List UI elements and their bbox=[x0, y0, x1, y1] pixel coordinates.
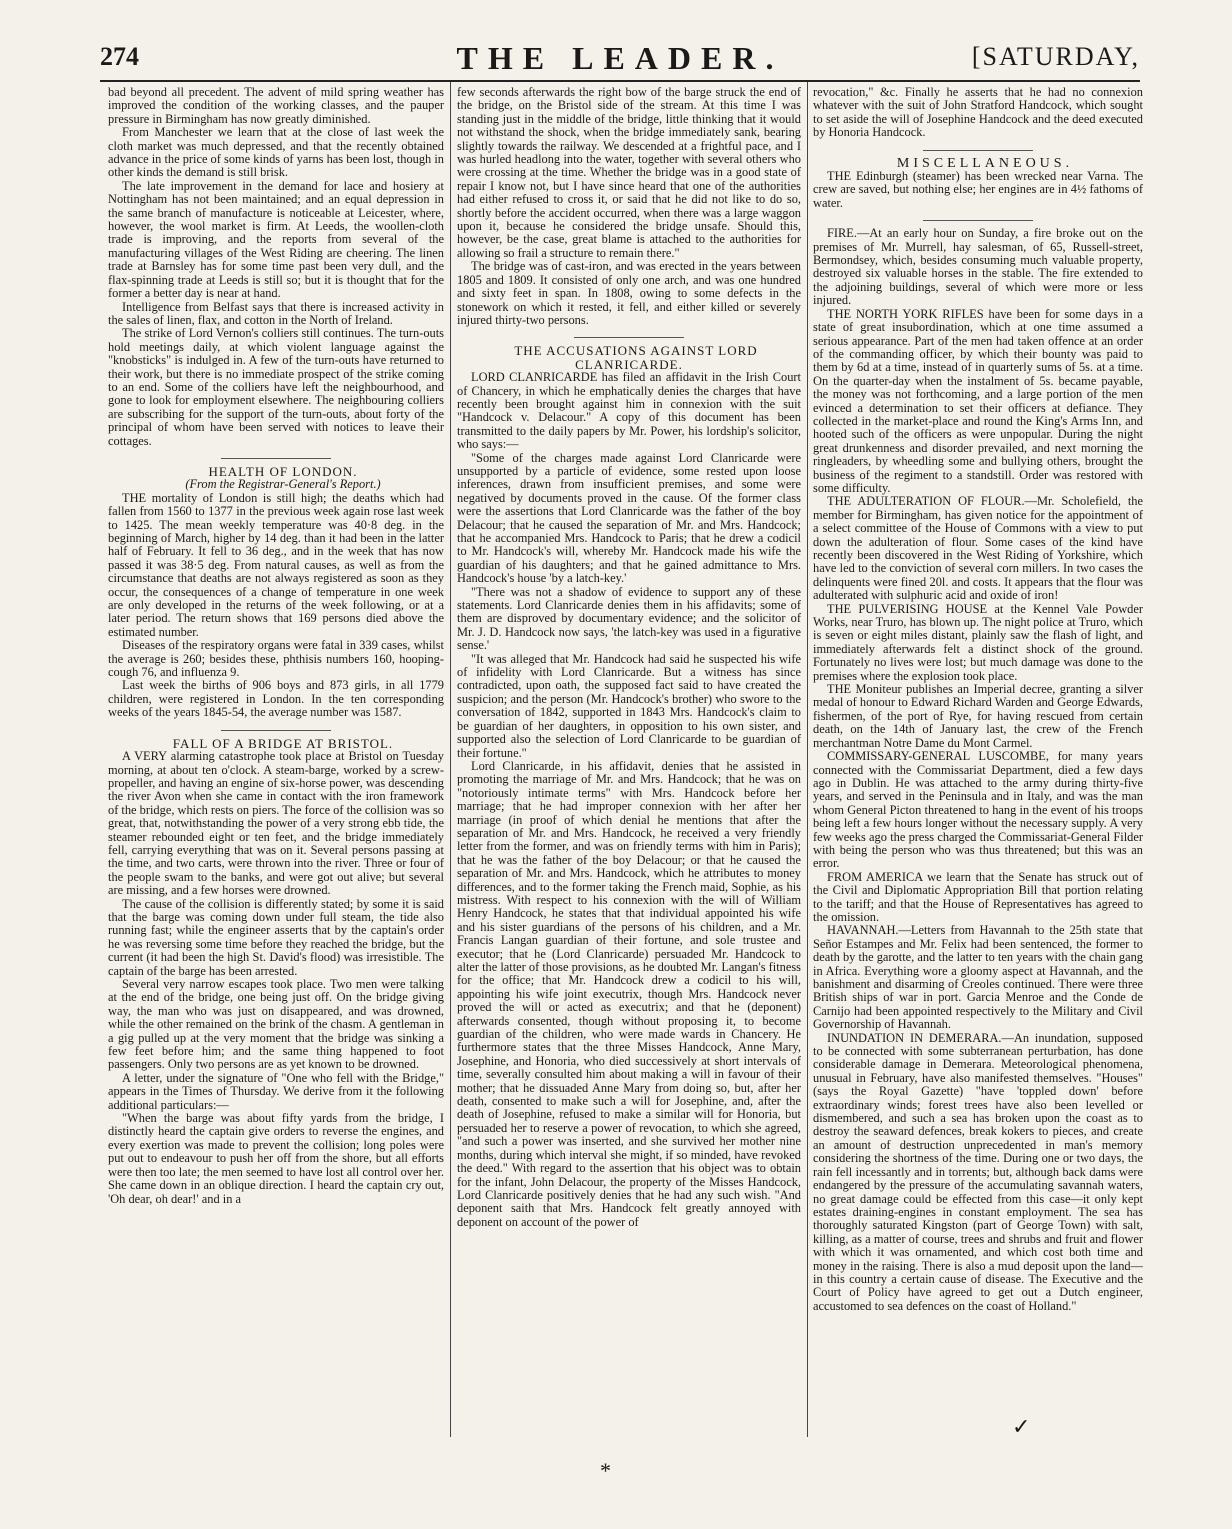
paragraph: THE PULVERISING HOUSE at the Kennel Vale Powder Works, near Truro, has blown up. The night police at Truro, which is seven or eight miles distant, plainly saw the flash of light, and immediately afterwards felt a distinct shock of the ground. Fortunately no lives were lost; but much damage was done to the premises where the explosion took place. bbox=[813, 601, 1143, 683]
column-1 bbox=[108, 86, 444, 1438]
paragraph: HAVANNAH.—Letters from Havannah to the 25th state that Señor Estampes and Mr. Felix had been sentenced, the former to death by the garotte, and the latter to ten years with the chain gang in Africa. Everything wore a gloomy aspect at Havannah, and the banishment and disarming of Creoles continued. There were three British ships of war in port. Garcia Menroe and the Conde de Carnijo had been appointed respectively to the Military and Civil Governorship of Havannah. bbox=[813, 923, 1143, 1032]
paragraph: The strike of Lord Vernon's colliers still continues. The turn-outs hold meetings daily, at which violent language against the "knobsticks" is indulged in. A few of the turn-outs have returned to their work, but there is no immediate prospect of the strike coming to an end. Some of the colliers have left the neighbourhood, and gone to look for employment elsewhere. The neighbouring colliers are subscribing for the support of the turn-outs, about forty of the principal of whom have been served with notices to leave their cottages. bbox=[108, 326, 444, 448]
paragraph: COMMISSARY-GENERAL LUSCOMBE, for many years connected with the Commissariat Department, died a few days ago in Dublin. He was attached to the army during thirty-five years, and served in the Peninsula and in Italy, and was the man whom General Picton threatened to hang in the event of his troops being left a few hours longer without the necessary supply. A very few weeks ago the press charged the Commissariat-General Filder with being the person who was thus threatened; but this was an error. bbox=[813, 749, 1143, 871]
paragraph: The bridge was of cast-iron, and was erected in the years between 1805 and 1809. It consisted of only one arch, and was one hundred and sixty feet in span. In 1808, owing to some defects in the stonework on which it rested, it fell, and either killed or severely injured thirty-two persons. bbox=[457, 259, 801, 327]
paragraph: INUNDATION IN DEMERARA.—An inundation, supposed to be connected with some subterranean perturbation, has done considerable damage in Demerara. Meteorological phenomena, unusual in February, have also manifested themselves. "Houses" (says the Royal Gazette) "have 'toppled down' before extraordinary winds; forest trees have also been levelled or dismembered, and such a sea has broken upon the coast as to destroy the seaward defences, break kokers to pieces, and create an amount of destruction unprecedented in man's memory considering the shortness of the time. During one or two days, the rain fell incessantly and in torrents; but, although back dams were endangered by the pressure of the accumulating savannah waters, no great damage could be effected from this case—it only kept estates draining-engines in constant employment. The sea has thoroughly saturated Kingston (part of George Town) with salt, killing, as a matter of course, trees and shrubs and fruit and flower with which it was ornamented, and which cost both time and money in the raising. There is also a mud deposit upon the land—in this country a certain cause of disease. The Executive and the Court of Policy have agreed to get out a Dutch engineer, accustomed to sea defences on the coast of Holland." bbox=[813, 1030, 1143, 1313]
paragraph: "There was not a shadow of evidence to support any of these statements. Lord Clanricarde denies them in his affidavits; some of them are disproved by documentary evidence; and the solicitor of Mr. J. D. Handcock now says, 'the latch-key was used in a figurative sense.' bbox=[457, 584, 801, 653]
section-heading-miscellaneous: MISCELLANEOUS. bbox=[896, 155, 1074, 171]
column-2 bbox=[457, 86, 801, 1438]
paragraph: Several very narrow escapes took place. Two men were talking at the end of the bridge, one being just off. On the bridge giving way, the man who was just on disappeared, and was drowned, while the other remained on the brink of the chasm. A gentleman in a gig pulled up at the very moment that the bridge was sinking a few feet before him; and the same thing happened to foot passengers. Only two persons are as yet known to be drowned. bbox=[108, 977, 444, 1072]
paragraph: Lord Clanricarde, in his affidavit, denies that he assisted in promoting the marriage of Mr. and Mrs. Handcock; that he was on "notoriously intimate terms" with Mrs. Handcock before her marriage; that he had improper connexion with her after her marriage (in proof of which denial he mentions that after the separation of Mr. and Mrs. Handcock, he received a very friendly letter from the former, and was on friendly terms with him in Paris); that he was the father of the boy Delacour; or that he caused the separation of Mr. and Mrs. Handcock, which he attributes to money differences, and to the former taking the French maid, Sophie, as his mistress. With respect to his connexion with the will of William Henry Handcock, he states that that individual appointed his wife and his sister guardians of the persons of his children, and a Mr. Francis Langan guardian of their fortune, and sole trustee and executor; that he (Lord Clanricarde) persuaded Mr. Handcock to alter the latter of those provisions, as he doubted Mr. Langan's fitness for the office; that Mr. Handcock drew a codicil to his will, appointing his wife joint executrix, though Mrs. Handcock never proved the will or acted as executrix; and that he (deponent) afterwards consented, though without proposing it, to become guardian of the children, who were made wards in Chancery. He furthermore states that the three Misses Handcock, Anne Mary, Josephine, and Honoria, who died successively at short intervals of time, severally consulted him about making a will in favour of their mother; that he dissuaded Anne Mary from doing so, but, after her death, consented to make such a will for Josephine, and, after the death of Josephine, refused to make a similar will for Honoria, but persuaded her to reserve a power of revocation, to which she agreed, "and such a power was inserted, and she survived her mother nine months, during which interval she might, if so minded, have revoked the deed." With regard to the assertion that his object was to obtain for the infant, John Delacour, the property of the Misses Handcock, Lord Clanricarde positively denies that he had any such wish. "And deponent saith that Mrs. Handcock felt greatly annoyed with deponent on account of the power of bbox=[457, 758, 801, 1229]
section-separator bbox=[923, 220, 1033, 221]
paragraph: few seconds afterwards the right bow of the barge struck the end of the bridge, on the Bristol side of the stream. At this time I was standing just in the middle of the bridge, little thinking that it would not withstand the shock, when the bridge immediately sank, bearing slightly towards the railway. We descended at a frightful pace, and I was hurled headlong into the water, together with several others who were crossing at the time. Whether the bridge was in a good state of repair I know not, but I have since heard that one of the authorities had either refused to cross it, or said that he did not like to do so, shortly before the accident occurred, when there was a large waggon upon it, because he considered the bridge unsafe. Should this, however, be the case, great blame is attached to the authorities for allowing so frail a structure to remain there." bbox=[457, 86, 801, 260]
newspaper-title: THE LEADER. bbox=[456, 40, 784, 76]
paragraph: "It was alleged that Mr. Handcock had said he suspected his wife of infidelity with Lord Clanricarde. But a witness has since contradicted, upon oath, the supposed fact said to have created the suspicion; and the person (Mr. Handcock's brother) who swore to the conversation of 1842, supported in 1843 Mrs. Handcock's claim to be guardian of her daughters, in opposition to his own sister, and supported also the selection of Lord Clanricarde to be guardian of their fortune." bbox=[457, 651, 801, 760]
paragraph: The late improvement in the demand for lace and hosiery at Nottingham has not been maintained; and an equal depression in the same branch of manufacture is noticeable at Leicester, where, however, the wool market is firm. At Leeds, the woollen-cloth trade is improving, and the reports from several of the manufacturing villages of the West Riding are cheering. The linen trade at Barnsley has for some time past been very dull, and the flax-spinning trade at Leeds is still so; but it is thought that for the former a better day is near at hand. bbox=[108, 178, 444, 301]
paragraph: A VERY alarming catastrophe took place at Bristol on Tuesday morning, at about ten o'clock. A steam-barge, worked by a screw-propeller, and having an engine of six-horse power, was descending the river Avon when she came in contact with the iron framework of the bridge, which rests on piers. The force of the collision was so great, that, notwithstanding the power of a very strong ebb tide, the steamer rebounded eight or ten feet, and the bridge immediately fell, carrying everything that was on it. Several persons passing at the time, and two carts, were thrown into the river. Three or four of the people swam to the banks, and were got out alive; but several are missing, and a few horses were drowned. bbox=[108, 749, 444, 898]
paragraph: THE Moniteur publishes an Imperial decree, granting a silver medal of honour to Edward Richard Warden and George Edwards, fishermen, of the port of Rye, for having rescued from certain death, on the 14th of January last, the crew of the French merchantman Notre Dame du Mont Carmel. bbox=[813, 682, 1143, 750]
paragraph: Diseases of the respiratory organs were fatal in 339 cases, whilst the average is 260; besides these, phthisis numbers 160, hooping-cough 76, and influenza 9. bbox=[108, 638, 444, 680]
footer-asterisk: * bbox=[600, 1458, 611, 1483]
paragraph: LORD CLANRICARDE has filed an affidavit in the Irish Court of Chancery, in which he emphatically denies the charges that have recently been brought against him in connexion with the suit "Handcock v. Delacour." A copy of this document has been transmitted to the daily papers by Mr. Power, his lordship's solicitor, who says:— bbox=[457, 370, 801, 452]
section-separator bbox=[574, 337, 684, 338]
paragraph: "Some of the charges made against Lord Clanricarde were unsupported by a particle of evidence, some rested upon loose inferences, drawn from insufficient premises, and some were negatived by documents proved in the cause. Of the former class were the assertions that Lord Clanricarde was the father of the boy Delacour; that he caused the separation of Mr. and Mrs. Handcock; that he accompanied Mrs. Handcock to Paris; that he drew a codicil to Mr. Handcock's will, whereby Mr. Handcock made his wife the guardian of his daughters; and that he gained admittance to Mrs. Handcock's house 'by a latch-key.' bbox=[457, 450, 801, 586]
section-separator bbox=[221, 730, 331, 731]
section-heading-health: HEALTH OF LONDON. bbox=[208, 463, 358, 479]
paragraph: FIRE.—At an early hour on Sunday, a fire broke out on the premises of Mr. Murrell, hay salesman, of 65, Russell-street, Bermondsey, which, besides consuming much valuable property, destroyed six valuable horses in the stable. The fire extended to the adjoining buildings, several of which were more or less injured. bbox=[813, 226, 1143, 308]
masthead-rule bbox=[100, 80, 1140, 82]
section-separator bbox=[221, 458, 331, 459]
section-subheading: (From the Registrar-General's Report.) bbox=[185, 477, 381, 492]
paragraph: THE mortality of London is still high; the deaths which had fallen from 1560 to 1377 in the previous week again rose last week to 1425. The mean weekly temperature was 40·8 deg. in the beginning of March, higher by 14 deg. than it had been in the latter half of February. It fell to 36 deg., and in the week that has now passed it was 38·5 deg. From natural causes, as well as from the circumstance that deaths are not always registered as soon as they occur, the consequences of a change of temperature in one week are only developed in the returns of the week following, or at a later period. The return shows that 169 persons died above the estimated number. bbox=[108, 490, 444, 639]
page-number: 274 bbox=[100, 42, 139, 71]
paragraph: Last week the births of 906 boys and 873 girls, in all 1779 children, were registered in London. In the ten corresponding weeks of the years 1845-54, the average number was 1587. bbox=[108, 678, 444, 720]
paragraph: THE NORTH YORK RIFLES have been for some days in a state of great insubordination, which at one time assumed a serious appearance. Part of the men had taken offence at an order of the commanding officer, by which their bounty was paid to them by 6d at a time, instead of in quarterly sums of 5s. at a time. On the quarter-day when the instalment of 5s. became payable, the money was not forthcoming, and a large portion of the men evinced a determination to set their officers at defiance. They collected in the market-place and round the King's Arms Inn, and hooted such of the officers as were unpopular. During the night great drunkenness and disorder prevailed, and next morning the ringleaders, by wheedling some and bullying others, brought the business of the regiment to a standstill. Order was restored with some difficulty. bbox=[813, 306, 1143, 495]
issue-day: [SATURDAY, bbox=[971, 42, 1140, 71]
paragraph: THE Edinburgh (steamer) has been wrecked near Varna. The crew are saved, but nothing else; her engines are in 4½ fathoms of water. bbox=[813, 169, 1143, 210]
paragraph: revocation," &c. Finally he asserts that he had no connexion whatever with the suit of John Stratford Handcock, which sought to set aside the will of Josephine Handcock and the deed executed by Honoria Handcock. bbox=[813, 86, 1143, 140]
paragraph: FROM AMERICA we learn that the Senate has struck out of the Civil and Diplomatic Appropriation Bill that portion relating to the tariff; and that the House of Representatives has agreed to the omission. bbox=[813, 869, 1143, 924]
margin-mark: ✓ bbox=[1012, 1414, 1031, 1439]
section-heading-accusations: THE ACCUSATIONS AGAINST LORD CLANRICARDE. bbox=[514, 343, 758, 372]
paragraph: A letter, under the signature of "One who fell with the Bridge," appears in the Times of Thursday. We derive from it the following additional particulars:— bbox=[108, 1070, 444, 1112]
section-separator bbox=[923, 150, 1033, 151]
masthead bbox=[100, 40, 1140, 80]
paragraph: Intelligence from Belfast says that there is increased activity in the sales of linen, flax, and cotton in the North of Ireland. bbox=[108, 299, 444, 327]
column-divider-2 bbox=[807, 82, 808, 1437]
paragraph: The cause of the collision is differently stated; by some it is said that the barge was coming down under full steam, the tide also running fast; while the engineer asserts that by the captain's order he was reversing some time before they reached the bridge, but the current (it had been the high St. David's flood) was irresistible. The captain of the barge has been arrested. bbox=[108, 896, 444, 978]
column-divider-1 bbox=[450, 82, 451, 1437]
paragraph: bad beyond all precedent. The advent of mild spring weather has improved the condition of the working classes, and the pauper pressure in Birmingham has now greatly diminished. bbox=[108, 86, 444, 126]
paragraph: "When the barge was about fifty yards from the bridge, I distinctly heard the captain give orders to reverse the engines, and every exertion was made to prevent the collision; long poles were put out to endeavour to push her off from the shore, but all efforts were then too late; the men seemed to have lost all control over her. She came down in an oblique direction. I heard the captain cry out, 'Oh dear, oh dear!' and in a bbox=[108, 1111, 444, 1206]
section-heading-bridge: FALL OF A BRIDGE AT BRISTOL. bbox=[172, 735, 394, 751]
paragraph: THE ADULTERATION OF FLOUR.—Mr. Scholefield, the member for Birmingham, has given notice for the appointment of a select committee of the House of Commons with a view to put down the adulteration of flour. Some cases of the kind have recently been discovered in the West Riding of Yorkshire, which have led to the conviction of several corn millers. In two cases the delinquents were fined 20l. and costs. It appears that the flour was adulterated with sulphuric acid and oxide of iron! bbox=[813, 494, 1143, 603]
paragraph: From Manchester we learn that at the close of last week the cloth market was much depressed, and that the recently obtained advance in the price of some kinds of yarns has been lost, though in other kinds the demand is still brisk. bbox=[108, 125, 444, 180]
column-3 bbox=[813, 86, 1143, 1438]
